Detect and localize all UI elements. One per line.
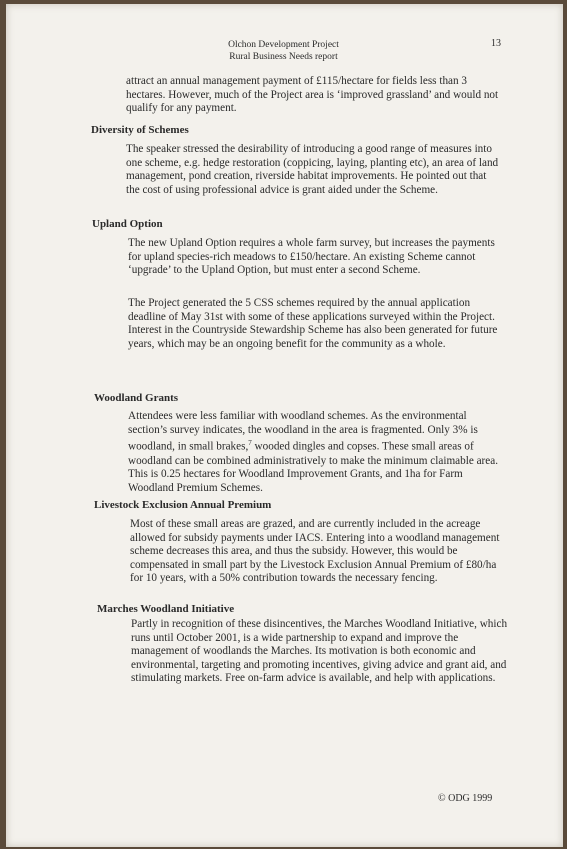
paragraph-livestock: Most of these small areas are grazed, and are currently included in the acreage allowed for subsidy payments under IACS. Entering into a woodland management scheme decreases this area, and thus the subsidy. However, this would be compensated in small part by the Livestock Exclusion Annual Premium of £80/ha for 10 years, with a 50% contribution towards the necessary fencing. (130, 518, 500, 585)
paragraph-marches: Partly in recognition of these disincentives, the Marches Woodland Initiative, which runs until October 2001, is a wide partnership to expand and improve the management of woodlands the Marches. Its motivation is both economic and environmental, targeting and promoting incentives, giving advice and grant aid, and stimulating markets. Free on-farm advice is available, and help with applications. (131, 618, 508, 685)
paragraph-woodland (128, 410, 506, 495)
paragraph-upland-1: The new Upland Option requires a whole farm survey, but increases the payments for upland species-rich meadows to £150/hectare. An existing Scheme cannot ‘upgrade’ to the Upland Option, but must enter a second Scheme. (128, 237, 495, 277)
heading-upland-option: Upland Option (92, 218, 163, 230)
heading-diversity-of-schemes: Diversity of Schemes (91, 124, 189, 136)
paragraph-upland-2: The Project generated the 5 CSS schemes required by the annual application deadline of May 31st with some of these applications surveyed within the Project. Interest in the Countryside Stewardship Scheme has also been generated for future years, which may be an ongoing benefit for the community as a whole. (128, 297, 498, 350)
project-title: Olchon Development Project (228, 40, 339, 50)
copyright-footer: © ODG 1999 (438, 793, 493, 804)
paragraph-diversity: The speaker stressed the desirability of introducing a good range of measures into one scheme, e.g. hedge restoration (coppicing, laying, planting etc), an area of land management, pond creation, riverside habitat improvements. He pointed out that the cost of using professional advice is grant aided under the Scheme. (126, 143, 499, 196)
footnote-marker: 7 (248, 439, 252, 448)
page-number: 13 (491, 38, 501, 49)
report-subtitle: Rural Business Needs report (229, 51, 338, 62)
woodland-text-b: wooded dingles and copses. These small areas of woodland can be combined administratively to make the minimum claimable area. This is 0.25 hectares for Woodland Improvement Grants, and 1ha for Farm Woodland Premium Schemes. (128, 440, 499, 494)
heading-marches-woodland: Marches Woodland Initiative (97, 603, 235, 615)
heading-livestock-exclusion: Livestock Exclusion Annual Premium (94, 499, 272, 511)
heading-woodland-grants: Woodland Grants (94, 392, 179, 404)
woodland-text-a: Attendees were less familiar with woodland schemes. As the environmental section’s survey indicates, the woodland in the area is fragmented. Only 3% is woodland, in small brakes, (128, 410, 478, 453)
page-header (0, 40, 567, 63)
intro-paragraph: attract an annual management payment of £115/hectare for fields less than 3 hectares. However, much of the Project area is ‘improved grassland’ and would not qualify for any payment. (126, 75, 499, 115)
